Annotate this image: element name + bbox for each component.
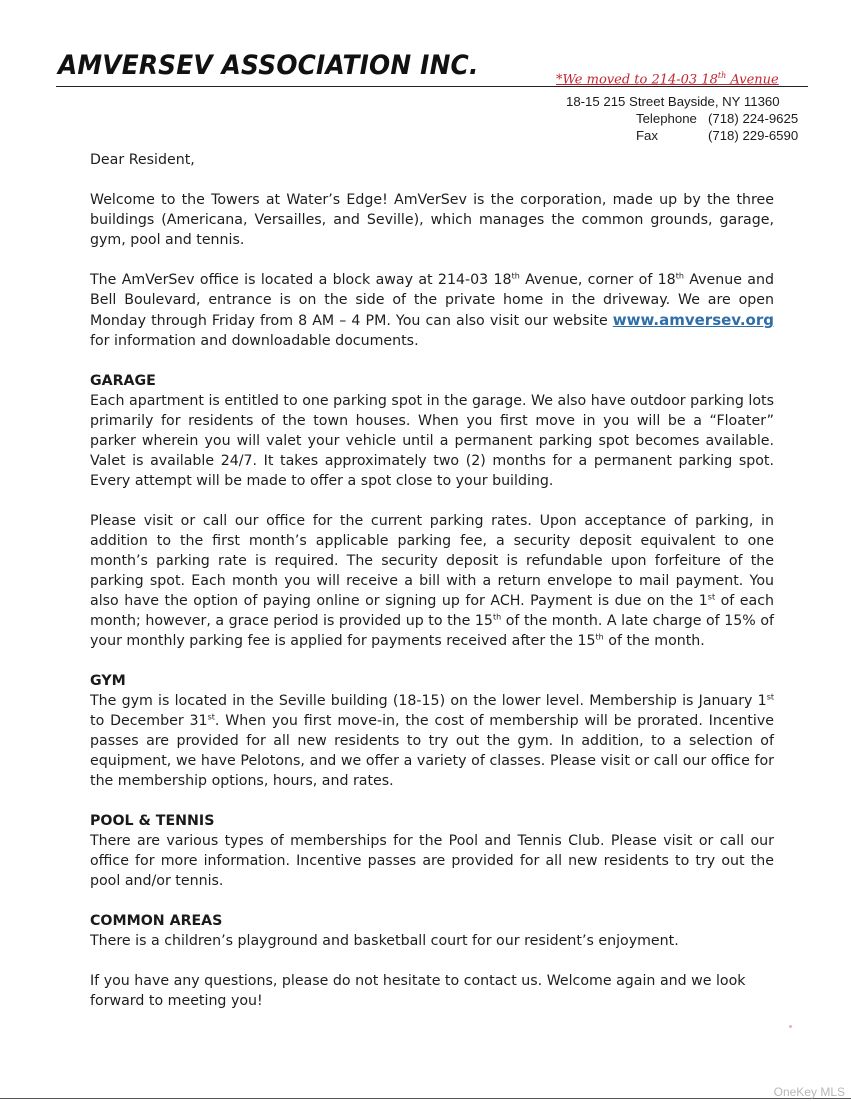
letter-body	[90, 150, 774, 1031]
org-title: AMVERSEV ASSOCIATION INC.	[58, 50, 479, 81]
pool-tennis-heading: POOL & TENNIS	[90, 813, 215, 829]
welcome-paragraph: Welcome to the Towers at Water’s Edge! AmVerSev is the corporation, made up by the three buildings (Americana, Versailles, and Seville), which manages the common grounds, garage, gym, pool and tennis.	[90, 192, 774, 248]
telephone-label: Telephone	[636, 111, 697, 126]
parking-rates-paragraph: Please visit or call our office for the current parking rates. Upon acceptance of parking, in addition to the first month’s applicable parking fee, a security deposit equivalent to one month’s parking rate is required. The security deposit is refundable upon forfeiture of the parking spot. Each month you will receive a bill with a return envelope to mail payment. You also have the option of paying online or signing up for ACH. Payment is due on the 1st of each month; however, a grace period is provided up to the 15th of the month. A late charge of 15% of your monthly parking fee is applied for payments received after the 15th of the month.	[90, 513, 774, 649]
website-link[interactable]: www.amversev.org	[612, 311, 774, 329]
common-areas-paragraph: There is a children’s playground and basketball court for our resident’s enjoyment.	[90, 933, 679, 949]
watermark: OneKey MLS	[773, 1085, 845, 1099]
office-paragraph: The AmVerSev office is located a block away at 214-03 18th Avenue, corner of 18th Avenue and Bell Boulevard, entrance is on the side of the private home in the driveway. We are open Monday through Friday from 8 AM – 4 PM. You can also visit our website www.amversev.org for information and downloadable documents.	[90, 271, 775, 349]
gym-paragraph: The gym is located in the Seville building (18-15) on the lower level. Membership is January 1st to December 31st. When you first move-in, the cost of membership will be prorated. Incentive passes are provided for all new residents to try out the gym. In addition, to a selection of equipment, we have Pelotons, and we offer a variety of classes. Please visit or call our office for the membership options, hours, and rates.	[90, 692, 775, 789]
pool-tennis-paragraph: There are various types of memberships for the Pool and Tennis Club. Please visit or call our office for more information. Incentive passes are provided for all new residents to try out the pool and/or tennis.	[90, 833, 774, 889]
common-areas-heading: COMMON AREAS	[90, 913, 223, 929]
fax-label: Fax	[636, 128, 658, 143]
gym-heading: GYM	[90, 673, 126, 689]
salutation: Dear Resident,	[90, 152, 195, 168]
street-address: 18-15 215 Street Bayside, NY 11360	[566, 94, 780, 109]
scan-speck	[789, 1025, 792, 1028]
page-bottom-edge	[0, 1098, 851, 1099]
telephone-number: (718) 224-9625	[708, 111, 799, 126]
closing-paragraph: If you have any questions, please do not hesitate to contact us. Welcome again and we look forward to meeting you!	[90, 973, 746, 1009]
garage-heading: GARAGE	[90, 373, 156, 389]
moved-note: *We moved to 214-03 18th Avenue	[556, 71, 779, 88]
fax-number: (718) 229-6590	[708, 128, 799, 143]
garage-paragraph: Each apartment is entitled to one parking spot in the garage. We also have outdoor parking lots primarily for residents of the town houses. When you first move in you will be a “Floater” parker wherein you will valet your vehicle until a permanent parking spot becomes available. Valet is available 24/7. It takes approximately two (2) months for a permanent parking spot. Every attempt will be made to offer a spot close to your building.	[90, 393, 774, 489]
